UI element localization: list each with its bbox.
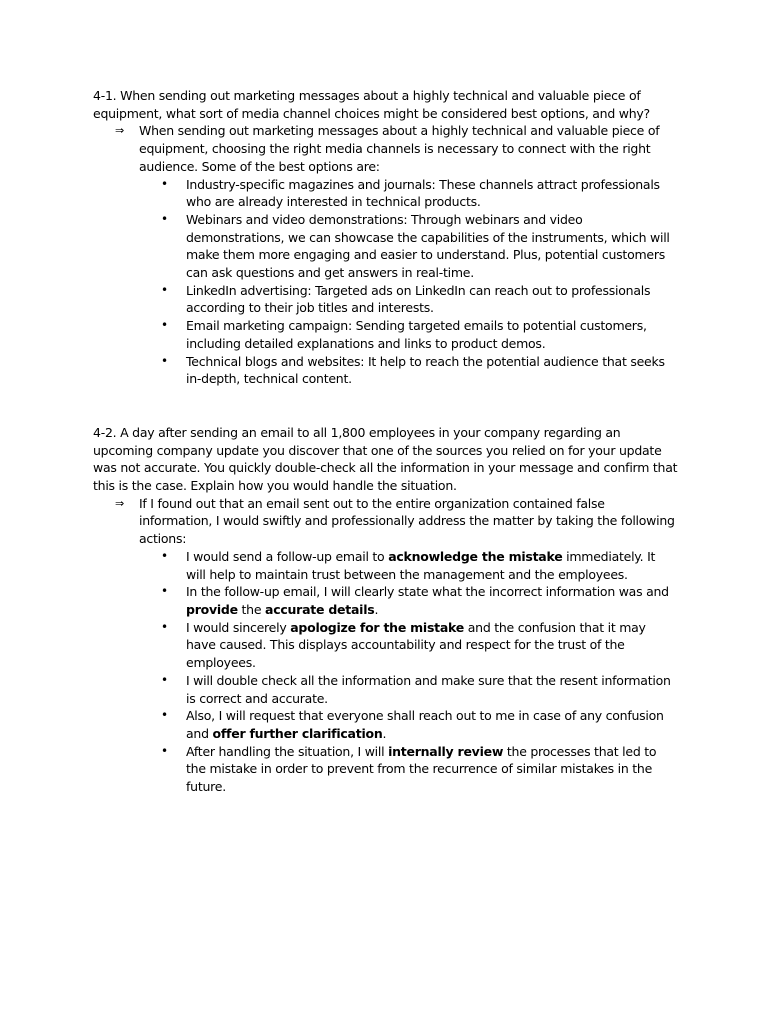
arrow-bullet-icon: ⇒ [115, 124, 124, 138]
bullet-icon: • [161, 176, 168, 191]
list-item: • Webinars and video demonstrations: Through webinars and video demonstrations, we can showcase the capabilities of the instruments, which will make them more engaging and easier to understand. Plus, potential customers can ask questions and get answers in real-time. [161, 211, 670, 281]
bold-phrase: acknowledge the mistake [388, 548, 563, 564]
question-4-2: 4-2. A day after sending an email to all 1,800 employees in your company regarding an upcoming company update you discover that one of the sources you relied on for your update was not accurate. You quickly double-check all the information in your message and confirm that this is the case. Explain how you would handle the situation. [93, 424, 678, 494]
answer-4-1-intro: When sending out marketing messages about a highly technical and valuable piece of equipment, choosing the right media channels is necessary to connect with the right audience. Some of the best options are: [139, 123, 660, 174]
bold-phrase: accurate details [265, 601, 375, 617]
list-item: • LinkedIn advertising: Targeted ads on LinkedIn can reach out to professionals according to their job titles and interests. [161, 282, 651, 316]
bullet-icon: • [161, 282, 168, 297]
list-item: • I will double check all the information and make sure that the resent information is correct and accurate. [161, 672, 671, 706]
bold-phrase: provide [186, 601, 238, 617]
bullet-icon: • [161, 708, 168, 723]
question-4-1: 4-1. When sending out marketing messages about a highly technical and valuable piece of equipment, what sort of media channel choices might be considered best options, and why? [93, 88, 650, 121]
bold-phrase: apologize for the mistake [290, 619, 465, 635]
bullet-icon: • [161, 743, 168, 758]
answer-4-2-intro: If I found out that an email sent out to the entire organization contained false information, I would swiftly and professionally address the matter by taking the following actions: [139, 495, 675, 547]
bold-phrase: offer further clarification [212, 725, 383, 741]
bullet-icon: • [161, 672, 168, 687]
answer-4-2-list [139, 548, 678, 796]
list-item: • After handling the situation, I will internally review the processes that led to the mistake in order to prevent from the recurrence of similar mistakes in the future. [161, 743, 657, 795]
answer-4-1 [93, 122, 678, 388]
document-page [93, 87, 678, 796]
section-spacer [93, 388, 678, 424]
list-item: • Email marketing campaign: Sending targeted emails to potential customers, including detailed explanations and links to product demos. [161, 318, 647, 351]
bullet-icon: • [161, 619, 168, 634]
answer-4-2 [93, 495, 678, 796]
list-item: • I would send a follow-up email to acknowledge the mistake immediately. It will help to maintain trust between the management and the employees. [161, 548, 656, 582]
bullet-icon: • [161, 318, 168, 333]
bold-phrase: internally review [388, 743, 504, 759]
list-item: • In the follow-up email, I will clearly state what the incorrect information was and provide the accurate details. [161, 584, 669, 617]
list-item: • Also, I will request that everyone shall reach out to me in case of any confusion and offer further clarification. [161, 708, 664, 741]
bullet-icon: • [161, 548, 168, 563]
list-item: • Industry-specific magazines and journals: These channels attract professionals who are already interested in technical products. [161, 176, 660, 210]
list-item: • I would sincerely apologize for the mistake and the confusion that it may have caused. This displays accountability and respect for the trust of the employees. [161, 619, 646, 671]
bullet-icon: • [161, 353, 168, 368]
bullet-icon: • [161, 211, 168, 226]
list-item: • Technical blogs and websites: It help to reach the potential audience that seeks in-depth, technical content. [161, 353, 665, 387]
arrow-bullet-icon: ⇒ [115, 496, 124, 510]
bullet-icon: • [161, 584, 168, 599]
answer-4-1-list [139, 176, 678, 388]
